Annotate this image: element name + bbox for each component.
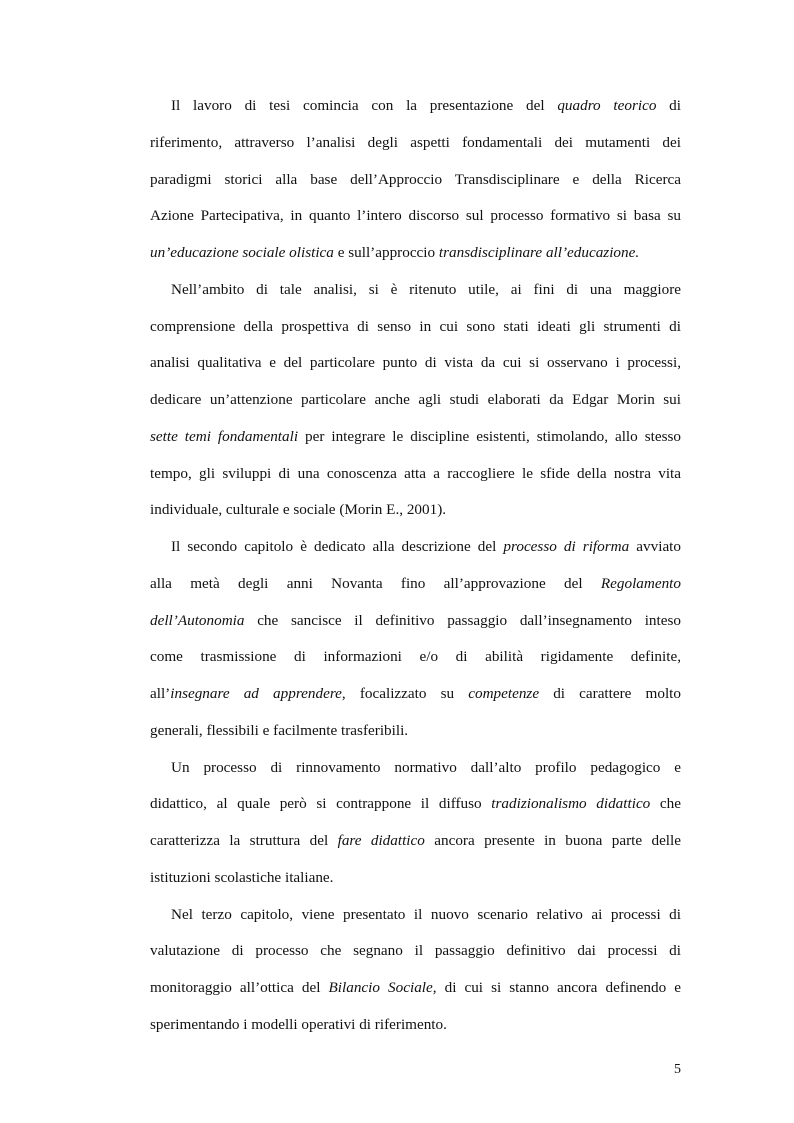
text-run: valutazione di processo che segnano il passaggio definitivo dai processi di [150, 942, 681, 960]
italic-text: processo di riforma [503, 538, 630, 555]
text-line [150, 970, 681, 1007]
text-line [150, 566, 681, 603]
text-run: di carattere molto [539, 685, 681, 702]
text-line [150, 492, 681, 529]
text-run: paradigmi storici alla base dell’Approccio Transdisciplinare e della Ricerca [150, 170, 681, 188]
text-line [150, 897, 681, 934]
text-line [150, 603, 681, 640]
text-run: tempo, gli sviluppi di una conoscenza atta a raccogliere le sfide della nostra vita [150, 464, 681, 482]
text-line [150, 235, 681, 272]
text-run: analisi qualitativa e del particolare punto di vista da cui si osservano i processi, [150, 354, 681, 372]
text-run: Nell’ambito di tale analisi, si è ritenuto utile, ai fini di una maggiore [171, 280, 681, 298]
italic-text: fare didattico [337, 832, 425, 849]
text-line [150, 529, 681, 566]
text-line [150, 823, 681, 860]
italic-text: quadro teorico [557, 97, 657, 114]
text-run: come trasmissione di informazioni e/o di abilità rigidamente definite, [150, 648, 681, 666]
italic-text: sette temi fondamentali [150, 427, 299, 445]
text-line [150, 272, 681, 309]
italic-text: tradizionalismo didattico [491, 795, 651, 813]
italic-text: insegnare ad apprendere [170, 685, 342, 702]
italic-text: transdisciplinare all’educazione. [438, 244, 640, 261]
text-run: , di cui si stanno ancora definendo e [432, 979, 682, 996]
text-line [150, 162, 681, 199]
paragraph [150, 750, 681, 897]
text-run: generali, flessibili e facilmente trasferibili. [150, 721, 409, 739]
text-line [150, 639, 681, 676]
text-line [150, 713, 681, 750]
text-line [150, 88, 681, 125]
text-run: ancora presente in buona parte delle [424, 832, 681, 849]
text-run: individuale, culturale e sociale (Morin E., 2001). [150, 501, 447, 519]
page-number: 5 [674, 1062, 681, 1077]
text-run: caratterizza la struttura del [150, 832, 338, 849]
italic-text: competenze [468, 685, 540, 702]
text-line [150, 456, 681, 493]
italic-text: dell’Autonomia [150, 611, 245, 629]
text-run: Azione Partecipativa, in quanto l’intero discorso sul processo formativo si basa su [150, 207, 681, 225]
text-line [150, 1007, 681, 1044]
text-run: avviato [629, 538, 681, 555]
text-run: di [656, 97, 681, 114]
text-line [150, 860, 681, 897]
text-run: , focalizzato su [341, 685, 469, 702]
text-run: all’ [150, 685, 171, 702]
text-line [150, 419, 681, 456]
text-run: didattico, al quale però si contrappone il diffuso [150, 795, 492, 813]
text-line [150, 309, 681, 346]
text-line [150, 382, 681, 419]
italic-text: Bilancio Sociale [328, 979, 433, 996]
text-run: che sancisce il definitivo passaggio dall’insegnamento inteso [244, 611, 681, 629]
text-line [150, 750, 681, 787]
italic-text: Regolamento [600, 574, 681, 592]
text-run: che [650, 795, 681, 813]
text-line [150, 786, 681, 823]
text-line [150, 676, 681, 713]
text-run: comprensione della prospettiva di senso in cui sono stati ideati gli strumenti di [150, 317, 681, 335]
italic-text: un’educazione sociale olistica [150, 244, 334, 261]
text-run: Il secondo capitolo è dedicato alla descrizione del [171, 538, 504, 555]
text-run: Un processo di rinnovamento normativo dall’alto profilo pedagogico e [171, 758, 681, 776]
text-run: dedicare un’attenzione particolare anche agli studi elaborati da Edgar Morin sui [150, 391, 681, 408]
text-run: sperimentando i modelli operativi di riferimento. [150, 1015, 447, 1033]
text-run: monitoraggio all’ottica del [150, 979, 329, 996]
paragraph [150, 529, 681, 750]
text-run: alla metà degli anni Novanta fino all’approvazione del [150, 574, 601, 592]
text-run: istituzioni scolastiche italiane. [150, 868, 334, 886]
text-line [150, 125, 681, 162]
text-line [150, 345, 681, 382]
paragraph [150, 897, 681, 1044]
text-run: per integrare le discipline esistenti, stimolando, allo stesso [298, 427, 681, 445]
text-run: Il lavoro di tesi comincia con la presentazione del [171, 97, 558, 114]
text-line [150, 198, 681, 235]
body-text [150, 88, 681, 1044]
text-run: e sull’approccio [333, 244, 439, 261]
text-line [150, 933, 681, 970]
text-run: Nel terzo capitolo, viene presentato il nuovo scenario relativo ai processi di [171, 905, 681, 923]
text-run: riferimento, attraverso l’analisi degli aspetti fondamentali dei mutamenti dei [150, 133, 681, 151]
paragraph [150, 88, 681, 272]
paragraph [150, 272, 681, 529]
